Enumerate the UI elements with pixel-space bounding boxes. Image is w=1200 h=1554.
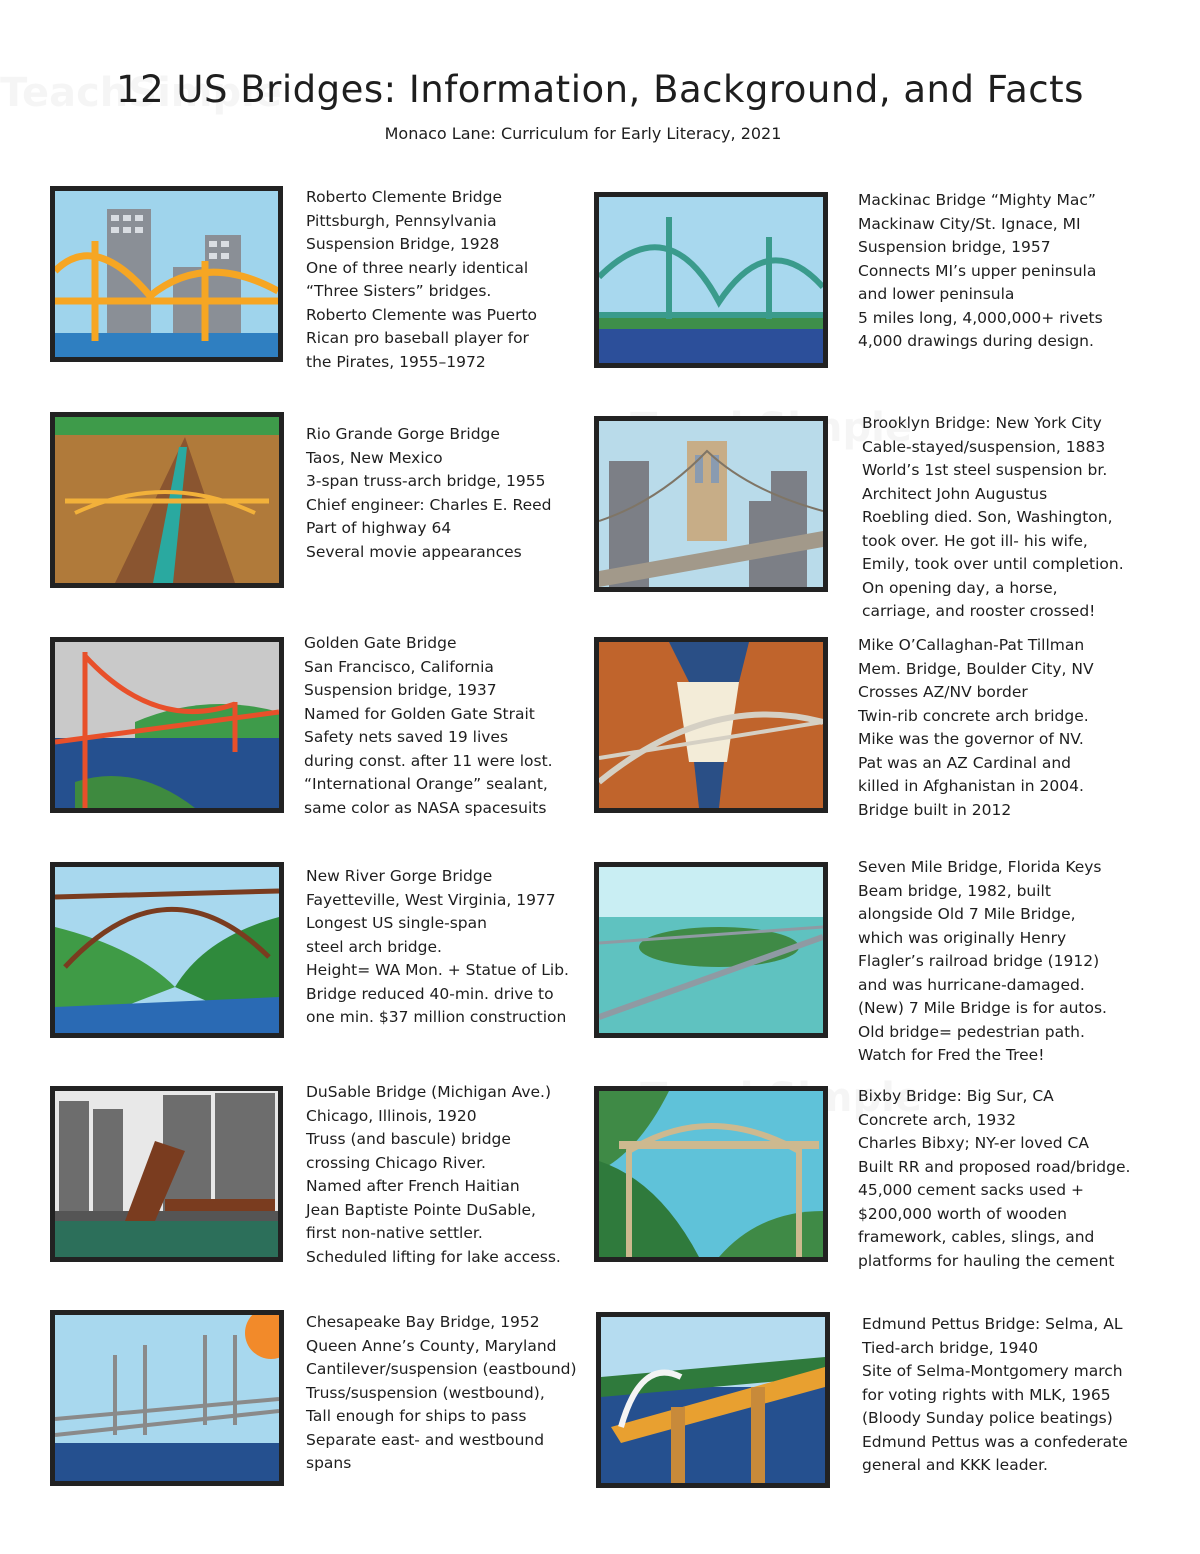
- bridge-info: [306, 1311, 577, 1476]
- info-line: Beam bridge, 1982, built: [858, 881, 1051, 900]
- info-line: Charles Bibxy; NY-er loved CA: [858, 1134, 1089, 1152]
- bridge-info: [862, 1313, 1128, 1478]
- dusable-illustration: [50, 1086, 283, 1262]
- info-line: same color as NASA spacesuits: [304, 798, 547, 817]
- info-line: Watch for Fred the Tree!: [858, 1046, 1045, 1064]
- info-line: Named for Golden Gate Strait: [304, 704, 535, 723]
- info-line: carriage, and rooster crossed!: [862, 602, 1096, 620]
- info-line: Connects MI’s upper peninsula: [858, 261, 1097, 280]
- info-line: Roberto Clemente Bridge: [306, 188, 502, 206]
- info-line: 5 miles long, 4,000,000+ rivets: [858, 308, 1103, 327]
- info-line: Roberto Clemente was Puerto: [306, 305, 538, 324]
- info-line: Golden Gate Bridge: [304, 634, 457, 652]
- info-line: steel arch bridge.: [306, 937, 442, 956]
- info-line: 45,000 cement sacks used +: [858, 1181, 1084, 1199]
- info-line: Rio Grande Gorge Bridge: [306, 425, 500, 443]
- info-line: Old bridge= pedestrian path.: [858, 1022, 1085, 1041]
- info-line: Tied-arch bridge, 1940: [862, 1338, 1039, 1357]
- info-line: DuSable Bridge (Michigan Ave.): [306, 1083, 552, 1101]
- info-line: first non-native settler.: [306, 1224, 483, 1242]
- info-line: the Pirates, 1955–1972: [306, 352, 486, 371]
- info-line: framework, cables, slings, and: [858, 1228, 1095, 1246]
- info-line: Mike was the governor of NV.: [858, 730, 1084, 748]
- info-line: Built RR and proposed road/bridge.: [858, 1157, 1131, 1176]
- info-line: during const. after 11 were lost.: [304, 751, 553, 770]
- info-line: World’s 1st steel suspension br.: [862, 461, 1108, 479]
- info-line: $200,000 worth of wooden: [858, 1204, 1067, 1223]
- info-line: On opening day, a horse,: [862, 578, 1058, 597]
- info-line: Emily, took over until completion.: [862, 555, 1124, 573]
- edmund-pettus-illustration: [596, 1312, 830, 1488]
- info-line: Concrete arch, 1932: [858, 1110, 1016, 1129]
- bixby-illustration: [594, 1086, 828, 1262]
- info-line: Truss/suspension (westbound),: [306, 1383, 545, 1402]
- info-line: Chief engineer: Charles E. Reed: [306, 495, 552, 514]
- bridge-info: [858, 634, 1094, 822]
- info-line: Truss (and bascule) bridge: [306, 1130, 511, 1148]
- info-line: Height= WA Mon. + Statue of Lib.: [306, 961, 569, 979]
- info-line: Taos, New Mexico: [306, 448, 443, 467]
- bridge-info: [306, 423, 552, 564]
- bridge-info: [858, 856, 1107, 1068]
- info-line: Safety nets saved 19 lives: [304, 728, 509, 746]
- info-line: Mem. Bridge, Boulder City, NV: [858, 659, 1094, 678]
- golden-gate-illustration: [50, 637, 284, 813]
- info-line: Suspension bridge, 1937: [304, 681, 497, 699]
- info-line: Queen Anne’s County, Maryland: [306, 1336, 557, 1355]
- info-line: killed in Afghanistan in 2004.: [858, 777, 1084, 795]
- info-line: alongside Old 7 Mile Bridge,: [858, 905, 1076, 923]
- info-line: Flagler’s railroad bridge (1912): [858, 952, 1100, 970]
- brooklyn-illustration: [594, 416, 828, 592]
- info-line: Pittsburgh, Pennsylvania: [306, 211, 497, 230]
- info-line: which was originally Henry: [858, 928, 1067, 947]
- rio-grande-gorge-illustration: [50, 412, 284, 588]
- info-line: Suspension bridge, 1957: [858, 238, 1051, 256]
- info-line: Separate east- and westbound: [306, 1430, 545, 1449]
- info-line: for voting rights with MLK, 1965: [862, 1385, 1111, 1404]
- info-line: general and KKK leader.: [862, 1456, 1048, 1474]
- info-line: platforms for hauling the cement: [858, 1251, 1115, 1270]
- bridge-info: [306, 865, 569, 1030]
- info-line: (New) 7 Mile Bridge is for autos.: [858, 999, 1107, 1017]
- info-line: Fayetteville, West Virginia, 1977: [306, 890, 556, 909]
- info-line: Pat was an AZ Cardinal and: [858, 753, 1072, 772]
- seven-mile-illustration: [594, 862, 828, 1038]
- info-line: Roebling died. Son, Washington,: [862, 508, 1113, 526]
- info-line: Mackinaw City/St. Ignace, MI: [858, 214, 1081, 233]
- info-line: one min. $37 million construction: [306, 1008, 567, 1026]
- info-line: Seven Mile Bridge, Florida Keys: [858, 858, 1102, 876]
- info-line: spans: [306, 1454, 352, 1472]
- info-line: Bixby Bridge: Big Sur, CA: [858, 1087, 1054, 1105]
- mackinac-illustration: [594, 192, 828, 368]
- info-line: (Bloody Sunday police beatings): [862, 1409, 1113, 1427]
- info-line: 4,000 drawings during design.: [858, 332, 1094, 350]
- info-line: 3-span truss-arch bridge, 1955: [306, 472, 546, 490]
- info-line: One of three nearly identical: [306, 258, 529, 277]
- info-line: Bridge reduced 40-min. drive to: [306, 984, 554, 1003]
- roberto-clemente-illustration: [50, 186, 283, 362]
- chesapeake-illustration: [50, 1310, 284, 1486]
- info-line: Named after French Haitian: [306, 1177, 520, 1195]
- info-line: Brooklyn Bridge: New York City: [862, 414, 1102, 432]
- info-line: San Francisco, California: [304, 657, 494, 676]
- info-line: Part of highway 64: [306, 519, 452, 537]
- bridge-info: [858, 1085, 1130, 1273]
- new-river-gorge-illustration: [50, 862, 284, 1038]
- info-line: Edmund Pettus was a confederate: [862, 1432, 1128, 1451]
- info-line: crossing Chicago River.: [306, 1153, 486, 1172]
- info-line: Cantilever/suspension (eastbound): [306, 1360, 577, 1378]
- info-line: Longest US single-span: [306, 914, 487, 932]
- bridge-info: [858, 189, 1103, 354]
- info-line: Mackinac Bridge “Mighty Mac”: [858, 191, 1096, 209]
- info-line: Mike O’Callaghan-Pat Tillman: [858, 636, 1085, 654]
- tillman-illustration: [594, 637, 828, 813]
- bridge-info: [306, 1081, 561, 1269]
- page-title: 12 US Bridges: Information, Background, and Facts: [116, 68, 1084, 111]
- info-line: took over. He got ill- his wife,: [862, 531, 1088, 550]
- info-line: Crosses AZ/NV border: [858, 683, 1028, 701]
- info-line: Chicago, Illinois, 1920: [306, 1106, 477, 1125]
- info-line: Architect John Augustus: [862, 484, 1048, 503]
- page-subtitle: Monaco Lane: Curriculum for Early Literacy, 2021: [384, 124, 782, 143]
- info-line: and was hurricane-damaged.: [858, 975, 1085, 994]
- info-line: Cable-stayed/suspension, 1883: [862, 437, 1106, 456]
- info-line: Jean Baptiste Pointe DuSable,: [306, 1200, 536, 1219]
- info-line: Tall enough for ships to pass: [306, 1407, 527, 1425]
- info-line: Several movie appearances: [306, 542, 522, 561]
- info-line: Scheduled lifting for lake access.: [306, 1247, 561, 1266]
- info-line: Edmund Pettus Bridge: Selma, AL: [862, 1315, 1123, 1333]
- info-line: “Three Sisters” bridges.: [306, 282, 492, 300]
- info-line: Site of Selma-Montgomery march: [862, 1362, 1123, 1380]
- bridge-info: [304, 632, 553, 820]
- info-line: New River Gorge Bridge: [306, 867, 493, 885]
- bridge-info: [306, 186, 537, 374]
- info-line: and lower peninsula: [858, 285, 1015, 303]
- info-line: Chesapeake Bay Bridge, 1952: [306, 1313, 540, 1331]
- info-line: Bridge built in 2012: [858, 800, 1012, 819]
- info-line: “International Orange” sealant,: [304, 775, 548, 793]
- info-line: Suspension Bridge, 1928: [306, 235, 500, 253]
- info-line: Twin-rib concrete arch bridge.: [858, 706, 1089, 725]
- bridge-info: [862, 412, 1124, 624]
- info-line: Rican pro baseball player for: [306, 329, 529, 347]
